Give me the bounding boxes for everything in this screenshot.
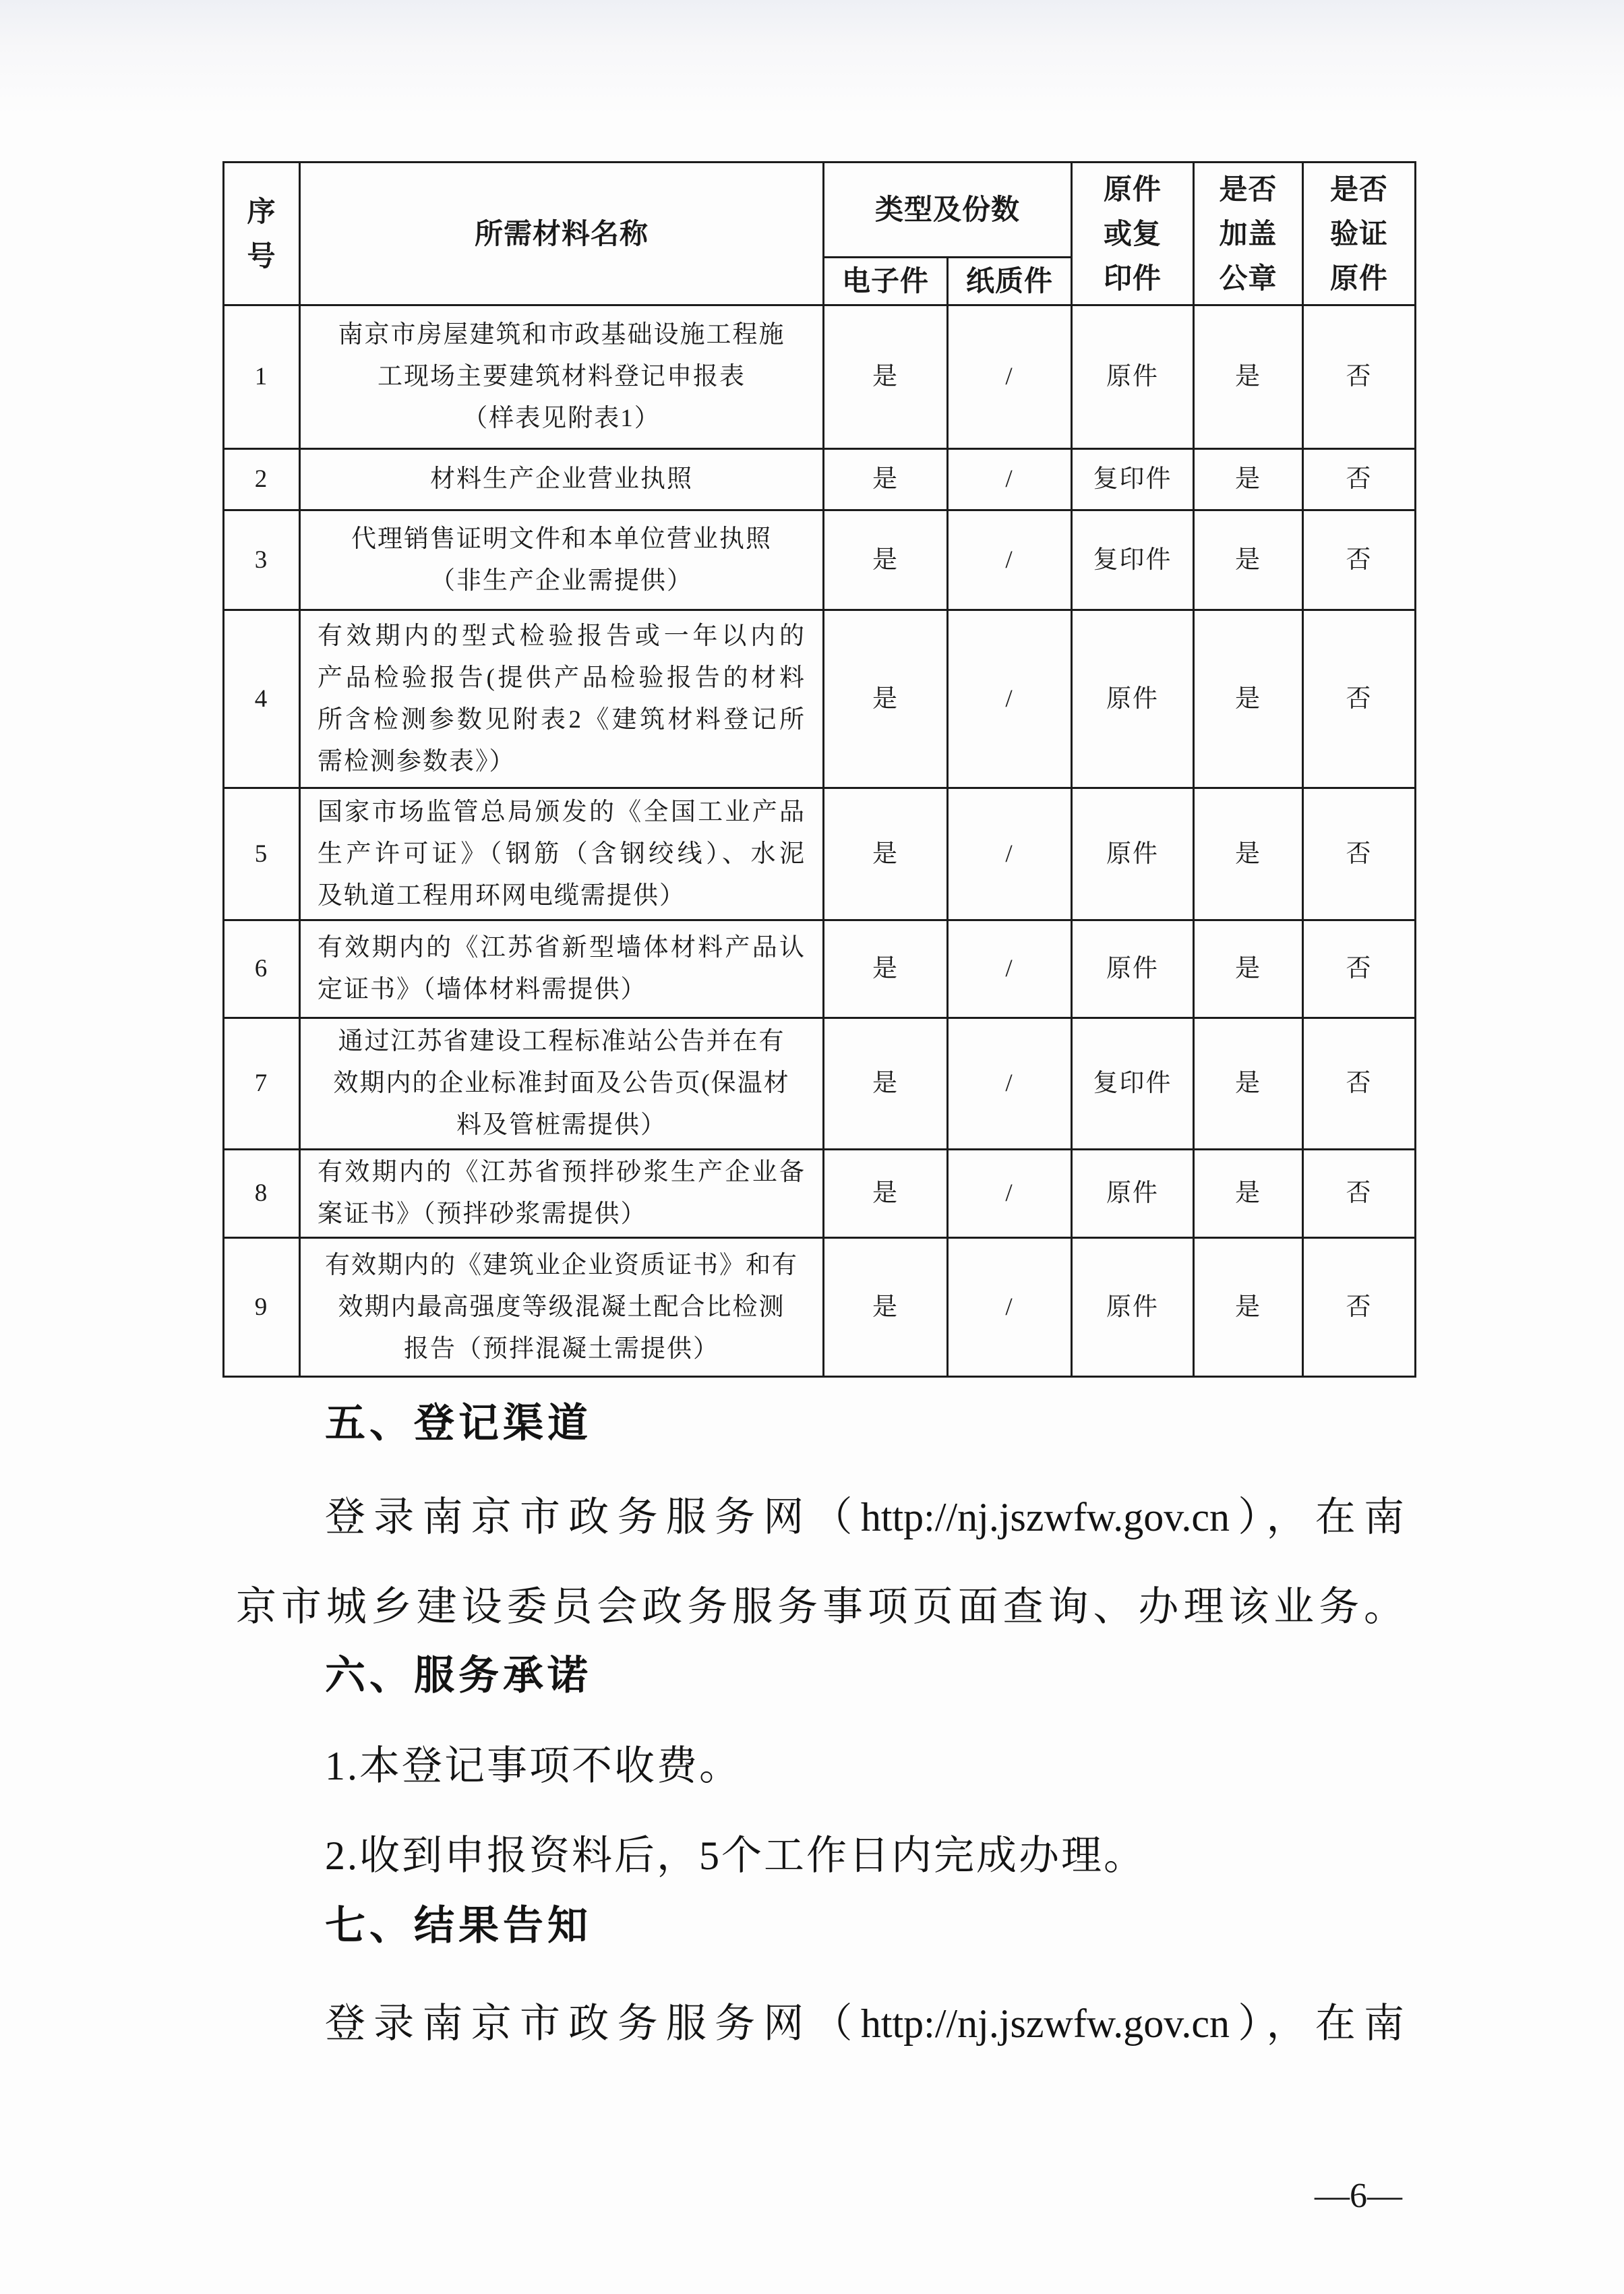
original-or-copy-cell: 复印件 xyxy=(1072,510,1194,610)
header-seq xyxy=(224,163,300,305)
paper-copy-cell: / xyxy=(948,449,1072,510)
material-name-line: 案证书》（预拌砂浆需提供） xyxy=(318,1200,647,1228)
material-name-text xyxy=(318,927,806,1011)
material-name-text xyxy=(318,1245,806,1370)
materials-table xyxy=(222,161,1416,1378)
electronic-copy-cell: 是 xyxy=(824,610,948,788)
electronic-copy-cell: 是 xyxy=(824,449,948,510)
material-name-text xyxy=(318,1152,806,1235)
material-name-cell xyxy=(300,1150,824,1238)
header-material-name: 所需材料名称 xyxy=(300,163,824,305)
material-name-line: 通过江苏省建设工程标准站公告并在有 xyxy=(338,1028,785,1055)
header-verify-original-line: 原件 xyxy=(1330,261,1389,295)
material-name-line: 所含检测参数见附表2《建筑材料登记所 xyxy=(318,705,806,734)
electronic-copy-cell: 是 xyxy=(824,920,948,1018)
table-body xyxy=(224,305,1416,1377)
material-name-line: 有效期内的《江苏省预拌砂浆生产企业备 xyxy=(318,1158,806,1186)
seq-cell: 2 xyxy=(224,449,300,510)
seq-cell: 8 xyxy=(224,1150,300,1238)
table-row xyxy=(224,1018,1416,1150)
material-name-line: 报告（预拌混凝土需提供） xyxy=(404,1334,719,1363)
verify-original-cell: 否 xyxy=(1303,788,1416,920)
electronic-copy-cell: 是 xyxy=(824,1150,948,1238)
material-name-text xyxy=(318,792,806,917)
header-original-or-copy-line: 原件 xyxy=(1104,172,1162,206)
material-name-line: 效期内最高强度等级混凝土配合比检测 xyxy=(338,1293,785,1321)
paragraph-line: 登录南京市政务服务网（http://nj.jszwfw.gov.cn），在南 xyxy=(325,1495,1404,1539)
header-verify-original xyxy=(1303,163,1416,305)
material-name-line: 有效期内的型式检验报告或一年以内的 xyxy=(318,622,806,650)
header-type-and-copies: 类型及份数 xyxy=(824,163,1072,258)
seq-cell: 5 xyxy=(224,788,300,920)
material-name-line: 需检测参数表》） xyxy=(318,747,516,775)
header-seq-line: 号 xyxy=(247,239,276,272)
commitment-item: 1.本登记事项不收费。 xyxy=(325,1744,742,1788)
verify-original-cell: 否 xyxy=(1303,920,1416,1018)
original-or-copy-cell: 原件 xyxy=(1072,1238,1194,1377)
verify-original-cell: 否 xyxy=(1303,1238,1416,1377)
material-name-cell xyxy=(300,610,824,788)
material-name-line: （非生产企业需提供） xyxy=(430,566,693,595)
material-name-line: 料及管桩需提供） xyxy=(456,1111,667,1139)
paragraph-line: 登录南京市政务服务网（http://nj.jszwfw.gov.cn），在南 xyxy=(325,2001,1404,2046)
header-official-seal-line: 公章 xyxy=(1219,261,1277,295)
material-name-line: 有效期内的《江苏省新型墙体材料产品认 xyxy=(318,934,806,962)
material-name-line: 有效期内的《建筑业企业资质证书》和有 xyxy=(325,1251,798,1279)
verify-original-cell: 否 xyxy=(1303,1018,1416,1150)
table-row xyxy=(224,510,1416,610)
material-name-line: 国家市场监管总局颁发的《全国工业产品 xyxy=(318,798,806,826)
seq-cell: 9 xyxy=(224,1238,300,1377)
header-verify-original-line: 验证 xyxy=(1330,216,1389,250)
seq-cell: 3 xyxy=(224,510,300,610)
paragraph-line: 京市城乡建设委员会政务服务事项页面查询、办理该业务。 xyxy=(236,1585,1404,1629)
table-row xyxy=(224,1150,1416,1238)
official-seal-cell: 是 xyxy=(1194,1150,1303,1238)
original-or-copy-cell: 复印件 xyxy=(1072,449,1194,510)
section-heading-channel: 五、登记渠道 xyxy=(325,1400,592,1447)
section-heading-result: 七、结果告知 xyxy=(325,1902,592,1949)
electronic-copy-cell: 是 xyxy=(824,305,948,449)
table-row xyxy=(224,1238,1416,1377)
table-row xyxy=(224,305,1416,449)
verify-original-cell: 否 xyxy=(1303,610,1416,788)
original-or-copy-cell: 原件 xyxy=(1072,920,1194,1018)
material-name-line: 产品检验报告(提供产品检验报告的材料 xyxy=(318,664,806,692)
header-official-seal-line: 是否 xyxy=(1219,172,1277,206)
material-name-text xyxy=(318,616,806,783)
electronic-copy-cell: 是 xyxy=(824,1238,948,1377)
section-heading-commitment: 六、服务承诺 xyxy=(325,1652,592,1699)
original-or-copy-cell: 原件 xyxy=(1072,1150,1194,1238)
material-name-cell xyxy=(300,920,824,1018)
header-official-seal-line: 加盖 xyxy=(1219,216,1277,250)
material-name-line: 材料生产企业营业执照 xyxy=(430,465,693,493)
official-seal-cell: 是 xyxy=(1194,305,1303,449)
paper-copy-cell: / xyxy=(948,1150,1072,1238)
material-name-cell xyxy=(300,1018,824,1150)
header-verify-original-line: 是否 xyxy=(1330,172,1389,206)
material-name-line: （样表见附表1） xyxy=(462,405,661,432)
seq-cell: 6 xyxy=(224,920,300,1018)
page-number: —6— xyxy=(1315,2177,1402,2215)
official-seal-cell: 是 xyxy=(1194,510,1303,610)
verify-original-cell: 否 xyxy=(1303,510,1416,610)
header-electronic-copy: 电子件 xyxy=(824,258,948,305)
electronic-copy-cell: 是 xyxy=(824,1018,948,1150)
verify-original-cell: 否 xyxy=(1303,305,1416,449)
paper-copy-cell: / xyxy=(948,305,1072,449)
material-name-line: 生产许可证》（钢筋（含钢绞线）、水泥 xyxy=(318,840,806,868)
paper-copy-cell: / xyxy=(948,788,1072,920)
header-original-or-copy-line: 或复 xyxy=(1104,216,1162,250)
original-or-copy-cell: 原件 xyxy=(1072,788,1194,920)
paper-copy-cell: / xyxy=(948,610,1072,788)
material-name-text xyxy=(318,314,806,440)
material-name-cell xyxy=(300,788,824,920)
electronic-copy-cell: 是 xyxy=(824,510,948,610)
material-name-line: 定证书》（墙体材料需提供） xyxy=(318,976,647,1003)
material-name-cell xyxy=(300,510,824,610)
official-seal-cell: 是 xyxy=(1194,1238,1303,1377)
paper-copy-cell: / xyxy=(948,1238,1072,1377)
commitment-item: 2.收到申报资料后，5个工作日内完成办理。 xyxy=(325,1833,1146,1878)
seq-cell: 1 xyxy=(224,305,300,449)
table-row xyxy=(224,610,1416,788)
table-row xyxy=(224,920,1416,1018)
official-seal-cell: 是 xyxy=(1194,788,1303,920)
electronic-copy-cell: 是 xyxy=(824,788,948,920)
table-header xyxy=(224,163,1416,305)
paper-copy-cell: / xyxy=(948,1018,1072,1150)
header-original-or-copy-line: 印件 xyxy=(1104,261,1162,295)
material-name-text xyxy=(318,519,806,602)
material-name-cell xyxy=(300,449,824,510)
material-name-text xyxy=(318,1021,806,1146)
seq-cell: 4 xyxy=(224,610,300,788)
original-or-copy-cell: 原件 xyxy=(1072,305,1194,449)
header-official-seal xyxy=(1194,163,1303,305)
material-name-line: 效期内的企业标准封面及公告页(保温材 xyxy=(333,1069,790,1097)
seq-cell: 7 xyxy=(224,1018,300,1150)
header-paper-copy: 纸质件 xyxy=(948,258,1072,305)
paper-copy-cell: / xyxy=(948,920,1072,1018)
table-row xyxy=(224,449,1416,510)
material-name-line: 代理销售证明文件和本单位营业执照 xyxy=(351,525,772,553)
material-name-line: 工现场主要建筑材料登记申报表 xyxy=(378,363,746,390)
paper-copy-cell: / xyxy=(948,510,1072,610)
official-seal-cell: 是 xyxy=(1194,449,1303,510)
official-seal-cell: 是 xyxy=(1194,610,1303,788)
material-name-cell xyxy=(300,305,824,449)
material-name-cell xyxy=(300,1238,824,1377)
material-name-line: 南京市房屋建筑和市政基础设施工程施 xyxy=(338,321,785,349)
verify-original-cell: 否 xyxy=(1303,449,1416,510)
official-seal-cell: 是 xyxy=(1194,920,1303,1018)
material-name-line: 及轨道工程用环网电缆需提供） xyxy=(318,881,686,910)
table-header-row xyxy=(224,163,1416,258)
material-name-text xyxy=(318,459,806,500)
table-row xyxy=(224,788,1416,920)
header-original-or-copy xyxy=(1072,163,1194,305)
official-seal-cell: 是 xyxy=(1194,1018,1303,1150)
original-or-copy-cell: 复印件 xyxy=(1072,1018,1194,1150)
verify-original-cell: 否 xyxy=(1303,1150,1416,1238)
header-seq-line: 序 xyxy=(247,194,276,228)
original-or-copy-cell: 原件 xyxy=(1072,610,1194,788)
